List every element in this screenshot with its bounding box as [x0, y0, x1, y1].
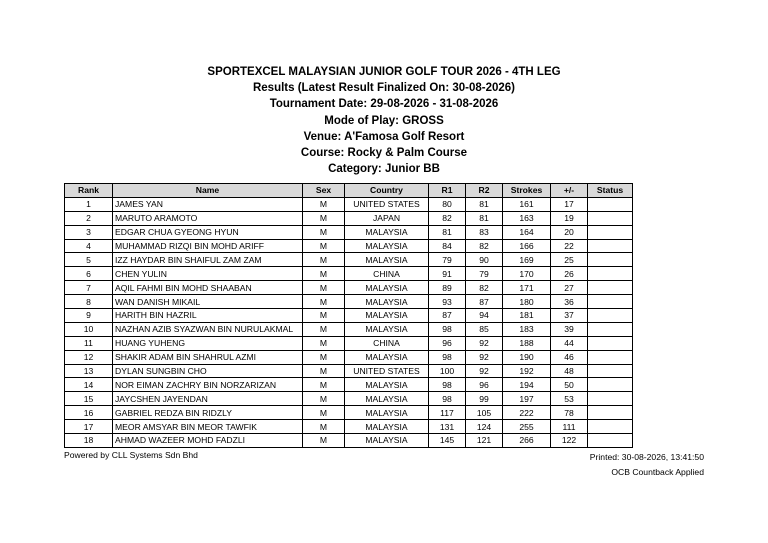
- cell-status: [588, 225, 633, 239]
- cell-name: MUHAMMAD RIZQI BIN MOHD ARIFF: [113, 239, 303, 253]
- cell-name: GABRIEL REDZA BIN RIDZLY: [113, 406, 303, 420]
- cell-strokes: 183: [503, 322, 551, 336]
- table-row: [65, 239, 633, 253]
- cell-name: NOR EIMAN ZACHRY BIN NORZARIZAN: [113, 378, 303, 392]
- cell-plus-minus: 48: [551, 364, 588, 378]
- cell-country: MALAYSIA: [345, 392, 429, 406]
- cell-plus-minus: 19: [551, 211, 588, 225]
- cell-r2: 81: [466, 211, 503, 225]
- cell-plus-minus: 36: [551, 295, 588, 309]
- cell-strokes: 166: [503, 239, 551, 253]
- tournament-date: Tournament Date: 29-08-2026 - 31-08-2026: [269, 98, 499, 111]
- cell-r2: 94: [466, 309, 503, 323]
- cell-status: [588, 406, 633, 420]
- cell-name: MARUTO ARAMOTO: [113, 211, 303, 225]
- cell-rank: 2: [65, 211, 113, 225]
- cell-strokes: 222: [503, 406, 551, 420]
- cell-strokes: 194: [503, 378, 551, 392]
- cell-status: [588, 239, 633, 253]
- cell-sex: M: [303, 434, 345, 448]
- cell-strokes: 266: [503, 434, 551, 448]
- cell-r1: 87: [429, 309, 466, 323]
- table-header-row: [65, 184, 633, 198]
- cell-status: [588, 434, 633, 448]
- cell-sex: M: [303, 406, 345, 420]
- cell-name: CHEN YULIN: [113, 267, 303, 281]
- cell-rank: 17: [65, 420, 113, 434]
- cell-r1: 117: [429, 406, 466, 420]
- cell-r2: 90: [466, 253, 503, 267]
- cell-country: UNITED STATES: [345, 364, 429, 378]
- cell-strokes: 180: [503, 295, 551, 309]
- cell-rank: 13: [65, 364, 113, 378]
- results-body: [65, 197, 633, 447]
- cell-name: HARITH BIN HAZRIL: [113, 309, 303, 323]
- cell-r2: 121: [466, 434, 503, 448]
- cell-r1: 131: [429, 420, 466, 434]
- cell-sex: M: [303, 336, 345, 350]
- cell-plus-minus: 27: [551, 281, 588, 295]
- cell-plus-minus: 20: [551, 225, 588, 239]
- cell-strokes: 170: [503, 267, 551, 281]
- cell-country: CHINA: [345, 336, 429, 350]
- cell-rank: 10: [65, 322, 113, 336]
- cell-strokes: 161: [503, 197, 551, 211]
- cell-sex: M: [303, 309, 345, 323]
- cell-name: DYLAN SUNGBIN CHO: [113, 364, 303, 378]
- cell-country: MALAYSIA: [345, 281, 429, 295]
- cell-sex: M: [303, 295, 345, 309]
- cell-r2: 92: [466, 364, 503, 378]
- column-header-status: Status: [588, 184, 633, 198]
- cell-r1: 80: [429, 197, 466, 211]
- cell-country: MALAYSIA: [345, 309, 429, 323]
- powered-by: Powered by CLL Systems Sdn Bhd: [64, 450, 198, 460]
- table-row: [65, 378, 633, 392]
- cell-name: AHMAD WAZEER MOHD FADZLI: [113, 434, 303, 448]
- venue: Venue: A'Famosa Golf Resort: [303, 130, 465, 143]
- cell-r1: 96: [429, 336, 466, 350]
- cell-plus-minus: 17: [551, 197, 588, 211]
- column-header-country: Country: [345, 184, 429, 198]
- cell-r1: 98: [429, 322, 466, 336]
- cell-sex: M: [303, 378, 345, 392]
- cell-country: JAPAN: [345, 211, 429, 225]
- cell-strokes: 163: [503, 211, 551, 225]
- cell-country: UNITED STATES: [345, 197, 429, 211]
- cell-rank: 6: [65, 267, 113, 281]
- cell-rank: 7: [65, 281, 113, 295]
- cell-rank: 16: [65, 406, 113, 420]
- printed-timestamp: Printed: 30-08-2026, 13:41:50: [589, 452, 704, 462]
- table-row: [65, 392, 633, 406]
- cell-name: SHAKIR ADAM BIN SHAHRUL AZMI: [113, 350, 303, 364]
- cell-sex: M: [303, 253, 345, 267]
- cell-r2: 99: [466, 392, 503, 406]
- cell-plus-minus: 50: [551, 378, 588, 392]
- cell-plus-minus: 111: [551, 420, 588, 434]
- cell-r1: 82: [429, 211, 466, 225]
- countback-note: OCB Countback Applied: [611, 467, 704, 477]
- cell-plus-minus: 53: [551, 392, 588, 406]
- cell-rank: 12: [65, 350, 113, 364]
- report-header: [0, 64, 768, 177]
- cell-strokes: 181: [503, 309, 551, 323]
- table-row: [65, 364, 633, 378]
- cell-sex: M: [303, 239, 345, 253]
- cell-rank: 9: [65, 309, 113, 323]
- cell-sex: M: [303, 281, 345, 295]
- table-row: [65, 322, 633, 336]
- cell-r2: 85: [466, 322, 503, 336]
- cell-status: [588, 392, 633, 406]
- cell-r1: 81: [429, 225, 466, 239]
- cell-r2: 96: [466, 378, 503, 392]
- table-row: [65, 406, 633, 420]
- cell-rank: 1: [65, 197, 113, 211]
- report-title: SPORTEXCEL MALAYSIAN JUNIOR GOLF TOUR 2026 - 4TH LEG: [207, 66, 561, 78]
- cell-name: NAZHAN AZIB SYAZWAN BIN NURULAKMAL: [113, 322, 303, 336]
- cell-r1: 100: [429, 364, 466, 378]
- cell-r2: 92: [466, 350, 503, 364]
- cell-plus-minus: 46: [551, 350, 588, 364]
- results-table: [64, 183, 633, 448]
- cell-name: MEOR AMSYAR BIN MEOR TAWFIK: [113, 420, 303, 434]
- cell-strokes: 171: [503, 281, 551, 295]
- table-row: [65, 253, 633, 267]
- cell-name: HUANG YUHENG: [113, 336, 303, 350]
- cell-strokes: 255: [503, 420, 551, 434]
- cell-country: MALAYSIA: [345, 350, 429, 364]
- cell-r1: 98: [429, 392, 466, 406]
- cell-name: WAN DANISH MIKAIL: [113, 295, 303, 309]
- results-line: Results (Latest Result Finalized On: 30-08-2026): [252, 82, 516, 95]
- cell-rank: 3: [65, 225, 113, 239]
- cell-status: [588, 350, 633, 364]
- column-header-strokes: Strokes: [503, 184, 551, 198]
- cell-sex: M: [303, 420, 345, 434]
- cell-plus-minus: 78: [551, 406, 588, 420]
- cell-country: MALAYSIA: [345, 253, 429, 267]
- cell-status: [588, 197, 633, 211]
- cell-country: MALAYSIA: [345, 295, 429, 309]
- cell-status: [588, 420, 633, 434]
- cell-status: [588, 267, 633, 281]
- cell-r2: 81: [466, 197, 503, 211]
- cell-r1: 89: [429, 281, 466, 295]
- cell-sex: M: [303, 211, 345, 225]
- cell-rank: 14: [65, 378, 113, 392]
- cell-sex: M: [303, 197, 345, 211]
- cell-strokes: 164: [503, 225, 551, 239]
- cell-status: [588, 253, 633, 267]
- cell-plus-minus: 37: [551, 309, 588, 323]
- cell-r1: 84: [429, 239, 466, 253]
- cell-r2: 105: [466, 406, 503, 420]
- table-row: [65, 434, 633, 448]
- table-row: [65, 295, 633, 309]
- cell-r1: 91: [429, 267, 466, 281]
- cell-plus-minus: 26: [551, 267, 588, 281]
- cell-country: CHINA: [345, 267, 429, 281]
- cell-rank: 11: [65, 336, 113, 350]
- cell-country: MALAYSIA: [345, 434, 429, 448]
- cell-name: JAYCSHEN JAYENDAN: [113, 392, 303, 406]
- cell-rank: 4: [65, 239, 113, 253]
- table-row: [65, 197, 633, 211]
- cell-r1: 98: [429, 378, 466, 392]
- cell-country: MALAYSIA: [345, 322, 429, 336]
- table-row: [65, 350, 633, 364]
- cell-country: MALAYSIA: [345, 420, 429, 434]
- table-row: [65, 267, 633, 281]
- column-header-r1: R1: [429, 184, 466, 198]
- cell-rank: 8: [65, 295, 113, 309]
- cell-strokes: 190: [503, 350, 551, 364]
- cell-country: MALAYSIA: [345, 225, 429, 239]
- cell-r2: 82: [466, 239, 503, 253]
- cell-sex: M: [303, 364, 345, 378]
- table-row: [65, 336, 633, 350]
- cell-country: MALAYSIA: [345, 406, 429, 420]
- table-row: [65, 309, 633, 323]
- cell-sex: M: [303, 267, 345, 281]
- cell-r2: 92: [466, 336, 503, 350]
- cell-country: MALAYSIA: [345, 239, 429, 253]
- cell-r2: 83: [466, 225, 503, 239]
- category: Category: Junior BB: [328, 163, 440, 176]
- cell-plus-minus: 25: [551, 253, 588, 267]
- cell-strokes: 192: [503, 364, 551, 378]
- cell-r2: 87: [466, 295, 503, 309]
- cell-status: [588, 364, 633, 378]
- cell-name: EDGAR CHUA GYEONG HYUN: [113, 225, 303, 239]
- cell-name: IZZ HAYDAR BIN SHAIFUL ZAM ZAM: [113, 253, 303, 267]
- cell-sex: M: [303, 392, 345, 406]
- cell-status: [588, 211, 633, 225]
- cell-country: MALAYSIA: [345, 378, 429, 392]
- cell-r2: 82: [466, 281, 503, 295]
- cell-r1: 93: [429, 295, 466, 309]
- column-header-r2: R2: [466, 184, 503, 198]
- cell-plus-minus: 122: [551, 434, 588, 448]
- table-row: [65, 420, 633, 434]
- cell-strokes: 169: [503, 253, 551, 267]
- footer-right: [590, 450, 704, 480]
- cell-plus-minus: 44: [551, 336, 588, 350]
- course: Course: Rocky & Palm Course: [300, 147, 468, 160]
- cell-name: AQIL FAHMI BIN MOHD SHAABAN: [113, 281, 303, 295]
- table-row: [65, 211, 633, 225]
- column-header-name: Name: [113, 184, 303, 198]
- column-header-rank: Rank: [65, 184, 113, 198]
- cell-sex: M: [303, 225, 345, 239]
- cell-status: [588, 309, 633, 323]
- cell-status: [588, 336, 633, 350]
- cell-sex: M: [303, 350, 345, 364]
- mode-of-play: Mode of Play: GROSS: [324, 114, 444, 127]
- cell-strokes: 188: [503, 336, 551, 350]
- table-row: [65, 225, 633, 239]
- table-row: [65, 281, 633, 295]
- cell-r2: 124: [466, 420, 503, 434]
- cell-rank: 5: [65, 253, 113, 267]
- cell-rank: 15: [65, 392, 113, 406]
- cell-strokes: 197: [503, 392, 551, 406]
- cell-plus-minus: 39: [551, 322, 588, 336]
- cell-status: [588, 281, 633, 295]
- cell-status: [588, 378, 633, 392]
- cell-r1: 98: [429, 350, 466, 364]
- cell-plus-minus: 22: [551, 239, 588, 253]
- cell-name: JAMES YAN: [113, 197, 303, 211]
- cell-r2: 79: [466, 267, 503, 281]
- column-header-plus-minus: +/-: [551, 184, 588, 198]
- cell-status: [588, 295, 633, 309]
- column-header-sex: Sex: [303, 184, 345, 198]
- cell-r1: 79: [429, 253, 466, 267]
- cell-rank: 18: [65, 434, 113, 448]
- cell-status: [588, 322, 633, 336]
- cell-sex: M: [303, 322, 345, 336]
- cell-r1: 145: [429, 434, 466, 448]
